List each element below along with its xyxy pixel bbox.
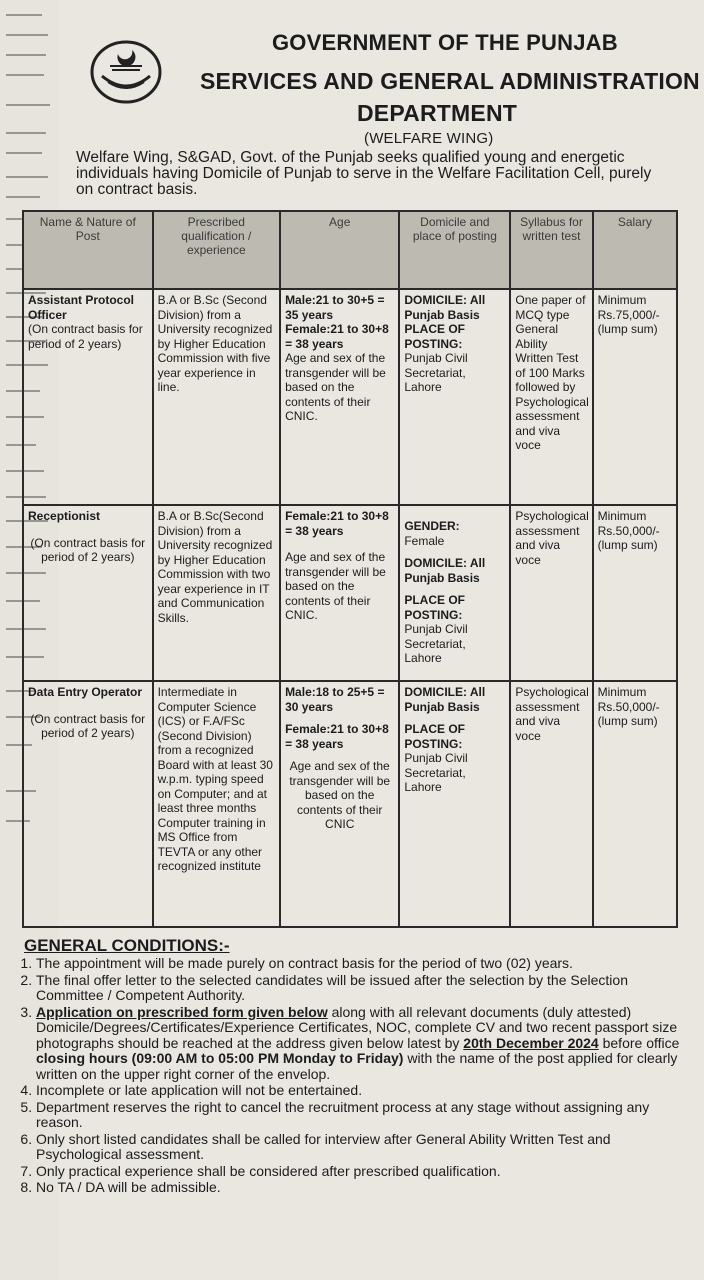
- condition-item: 7. Only practical experience shall be considered after prescribed qualification.: [36, 1164, 694, 1180]
- age-female: Female:21 to 30+8 = 38 years: [285, 722, 389, 751]
- age-note: Age and sex of the transgender will be based on the contents of their CNIC: [289, 759, 391, 831]
- post-note: (On contract basis for period of 2 years): [30, 711, 146, 740]
- syllabus-cell: Psychological assessment and viva voce: [510, 681, 592, 927]
- gender-label: GENDER:: [404, 519, 460, 533]
- column-header: Prescribed qualification / experience: [153, 211, 281, 289]
- deadline-date: 20th December 2024: [463, 1034, 599, 1051]
- condition-text: before office: [598, 1034, 680, 1051]
- posting-label: PLACE OF POSTING:: [404, 593, 466, 622]
- punjab-government-emblem: [88, 30, 164, 106]
- age-female: Female:21 to 30+8 = 38 years: [285, 509, 389, 538]
- office-hours: closing hours (09:00 AM to 05:00 PM Monday to Friday): [36, 1050, 404, 1066]
- condition-item: 2. The final offer letter to the selected candidates will be issued after the selection by the Selection Committee / Competent Authority.: [36, 973, 694, 1004]
- age-note: Age and sex of the transgender will be based on the contents of their CNIC.: [285, 550, 386, 622]
- posting-place: Punjab Civil Secretariat, Lahore: [404, 751, 468, 794]
- post-name: Receptionist: [28, 509, 101, 523]
- age-cell: [280, 289, 399, 505]
- general-conditions-heading: GENERAL CONDITIONS:-: [24, 936, 230, 955]
- condition-emphasis: Application on prescribed form given below: [36, 1003, 328, 1020]
- post-name: Data Entry Operator: [28, 685, 143, 699]
- post-note: (On contract basis for period of 2 years): [28, 322, 143, 351]
- column-header: Salary: [593, 211, 677, 289]
- domicile-cell: [399, 289, 510, 505]
- qualification-cell: B.A or B.Sc (Second Division) from a University recognized by Higher Education Commission with five year experience in line.: [153, 289, 281, 505]
- intro-paragraph: Welfare Wing, S&GAD, Govt. of the Punjab seeks qualified young and energetic individuals having Domicile of Punjab to serve in the Welfare Facilitation Cell, purely on contract basis.: [76, 149, 652, 198]
- condition-item: [36, 1005, 694, 1083]
- condition-item: 5. Department reserves the right to cancel the recruitment process at any stage without assigning any reason.: [36, 1100, 694, 1131]
- header-wing: (WELFARE WING): [364, 130, 494, 147]
- column-header: Name & Nature of Post: [23, 211, 153, 289]
- condition-item: 1. The appointment will be made purely on contract basis for the period of two (02) years.: [36, 956, 694, 972]
- post-note: (On contract basis for period of 2 years): [30, 535, 146, 564]
- syllabus-cell: Psychological assessment and viva voce: [510, 505, 592, 681]
- age-male: Male:18 to 25+5 = 30 years: [285, 685, 385, 714]
- condition-item: 6. Only short listed candidates shall be called for interview after General Ability Written Test and Psychological assessment.: [36, 1132, 694, 1163]
- domicile-text: DOMICILE: All Punjab Basis: [404, 685, 486, 714]
- header-department: DEPARTMENT: [357, 100, 518, 126]
- header-department-name: SERVICES AND GENERAL ADMINISTRATION: [200, 68, 700, 94]
- table-header-row: [23, 211, 677, 289]
- age-cell: [280, 505, 399, 681]
- age-note: Age and sex of the transgender will be based on the contents of their CNIC.: [285, 351, 386, 423]
- post-name: Assistant Protocol Officer: [28, 293, 135, 322]
- domicile-text: DOMICILE: All Punjab Basis: [404, 556, 486, 585]
- table-row: [23, 505, 677, 681]
- condition-item: 8. No TA / DA will be admissible.: [36, 1180, 694, 1196]
- domicile-cell: [399, 505, 510, 681]
- conditions-list: [8, 956, 694, 1197]
- qualification-cell: Intermediate in Computer Science (ICS) or F.A/FSc (Second Division) from a recognized Board with at least 30 w.p.m. typing speed on Computer; and at least three months Computer training in MS Office from TEVTA or any other recognized institute: [153, 681, 281, 927]
- salary-cell: Minimum Rs.50,000/- (lump sum): [593, 681, 677, 927]
- domicile-cell: [399, 681, 510, 927]
- posting-place: Punjab Civil Secretariat, Lahore: [404, 351, 468, 394]
- condition-text: along with all relevant documents (duly attested) Domicile/Degrees/Certificates/Experience Certificates, NOC, complete CV and two recent passport size photographs should be reached at the address given below latest by: [36, 1003, 678, 1051]
- column-header: Syllabus for written test: [510, 211, 592, 289]
- domicile-text: DOMICILE: All Punjab Basis: [404, 293, 486, 322]
- age-male: Male:21 to 30+5 = 35 years: [285, 293, 385, 322]
- column-header: Age: [280, 211, 399, 289]
- post-cell: [23, 681, 153, 927]
- header-government: GOVERNMENT OF THE PUNJAB: [272, 30, 618, 55]
- syllabus-cell: One paper of MCQ type General Ability Written Test of 100 Marks followed by Psychological assessment and viva voce: [510, 289, 592, 505]
- age-cell: [280, 681, 399, 927]
- posting-label: PLACE OF POSTING:: [404, 722, 466, 751]
- posts-table: [22, 210, 678, 928]
- table-row: [23, 681, 677, 927]
- posting-label: PLACE OF POSTING:: [404, 322, 466, 351]
- qualification-cell: B.A or B.Sc(Second Division) from a University recognized by Higher Education Commission with two year experience in IT and Communication Skills.: [153, 505, 281, 681]
- posting-place: Punjab Civil Secretariat, Lahore: [404, 622, 468, 665]
- condition-text: with the name of the post applied for clearly written on the upper right corner of the envelop.: [36, 1050, 678, 1082]
- gender-value: Female: [404, 533, 445, 548]
- salary-cell: Minimum Rs.50,000/- (lump sum): [593, 505, 677, 681]
- column-header: Domicile and place of posting: [399, 211, 510, 289]
- salary-cell: Minimum Rs.75,000/- (lump sum): [593, 289, 677, 505]
- age-female: Female:21 to 30+8 = 38 years: [285, 322, 389, 351]
- post-cell: [23, 505, 153, 681]
- table-row: [23, 289, 677, 505]
- post-cell: [23, 289, 153, 505]
- condition-item: 4. Incomplete or late application will not be entertained.: [36, 1083, 694, 1099]
